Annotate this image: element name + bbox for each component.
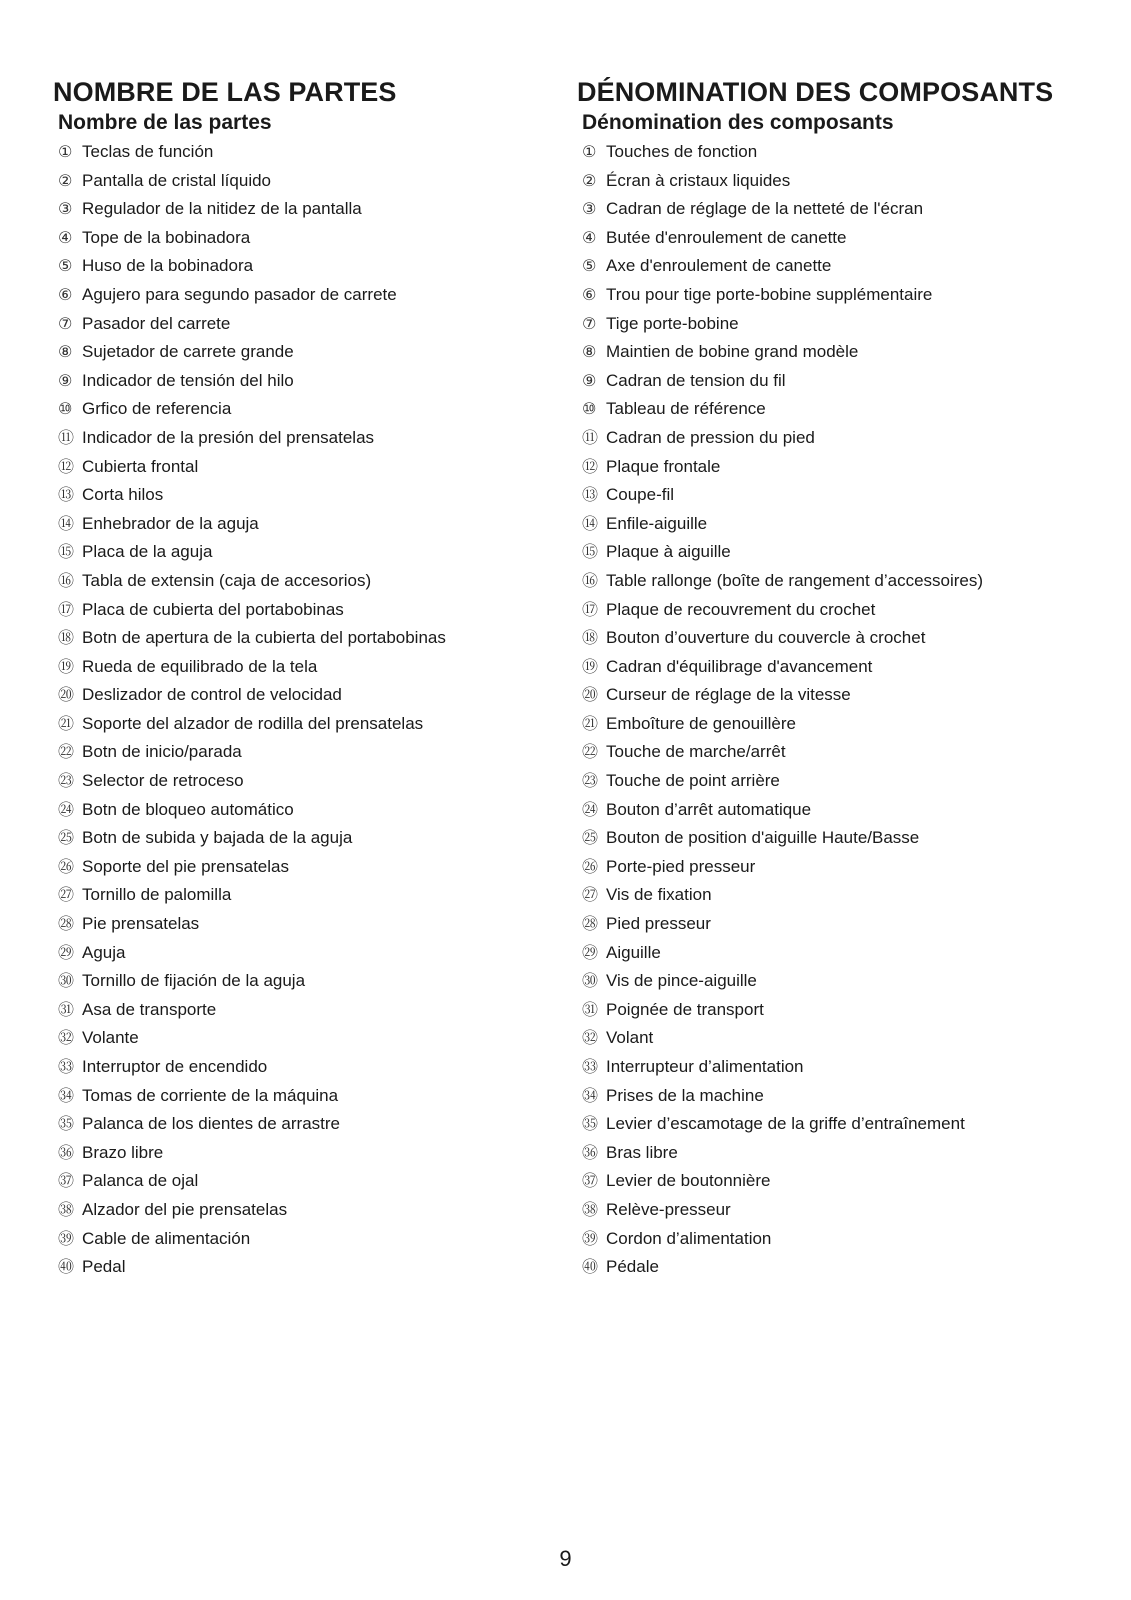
list-item (58, 1053, 573, 1082)
item-label: Cable de alimentación (82, 1228, 251, 1248)
item-label: Interrupteur d’alimentation (606, 1057, 804, 1076)
item-number: ㉒ (582, 742, 599, 762)
list-item (58, 910, 573, 939)
item-number: ⑫ (582, 456, 599, 476)
item-number: ㊱ (58, 1142, 75, 1162)
item-label: Touche de point arrière (606, 771, 780, 791)
item-label: Pédale (606, 1257, 659, 1277)
list-item (582, 710, 1097, 739)
list-item (58, 567, 573, 596)
item-label: Botn de bloqueo automático (82, 799, 294, 819)
list-item (58, 1196, 573, 1225)
item-number: ⑭ (58, 513, 75, 533)
item-number: ㊳ (58, 1199, 75, 1219)
list-item (58, 538, 573, 567)
item-number: ⑰ (582, 599, 599, 619)
item-label: Agujero para segundo pasador de carrete (82, 284, 397, 304)
item-label: Plaque de recouvrement du crochet (606, 599, 876, 619)
item-number: ⑲ (582, 656, 599, 676)
item-label: Aiguille (606, 942, 661, 962)
list-item (582, 596, 1097, 625)
item-label: Aguja (82, 942, 126, 962)
item-label: Asa de transporte (82, 999, 217, 1019)
item-label: Porte-pied presseur (606, 856, 756, 876)
item-label: Cubierta frontal (82, 456, 199, 476)
list-item (582, 624, 1097, 653)
item-number: ③ (58, 199, 73, 219)
item-label: Poignée de transport (606, 999, 764, 1019)
spanish-main-title: NOMBRE DE LAS PARTES (53, 77, 397, 107)
list-item (58, 338, 573, 367)
list-item (582, 1024, 1097, 1053)
list-item (58, 1225, 573, 1254)
list-item (582, 195, 1097, 224)
list-item (582, 510, 1097, 539)
list-item (582, 681, 1097, 710)
item-label: Cordon d’alimentation (606, 1228, 772, 1248)
item-number: ㉕ (582, 828, 599, 848)
list-item (58, 1253, 573, 1282)
item-number: ㉛ (58, 999, 75, 1019)
list-item (58, 453, 573, 482)
list-item (58, 967, 573, 996)
item-label: Botn de inicio/parada (82, 742, 242, 762)
item-number: ㉔ (582, 799, 599, 819)
item-number: ⑱ (58, 628, 75, 648)
item-number: ㊲ (58, 1171, 75, 1191)
item-label: Deslizador de control de velocidad (82, 685, 342, 705)
list-item (582, 538, 1097, 567)
item-number: ㊵ (58, 1257, 75, 1277)
item-label: Plaque frontale (606, 456, 721, 476)
list-item (582, 1225, 1097, 1254)
item-number: ④ (582, 227, 597, 247)
list-item (582, 1110, 1097, 1139)
item-label: Curseur de réglage de la vitesse (606, 685, 851, 705)
item-number: ⑥ (582, 284, 597, 304)
item-label: Sujetador de carrete grande (82, 342, 294, 362)
item-label: Volante (82, 1028, 139, 1048)
item-number: ⑦ (58, 313, 73, 333)
item-label: Palanca de ojal (82, 1171, 199, 1191)
item-number: ㉞ (582, 1085, 599, 1105)
item-number: ① (58, 142, 73, 161)
item-number: ③ (582, 199, 597, 219)
french-parts-list (577, 138, 1097, 1282)
item-label: Volant (606, 1028, 654, 1048)
item-label: Bras libre (606, 1142, 678, 1162)
item-label: Relève-presseur (606, 1199, 731, 1219)
item-number: ② (58, 170, 73, 190)
item-label: Touches de fonction (606, 142, 758, 161)
item-number: ⑬ (58, 485, 75, 505)
list-item (582, 567, 1097, 596)
item-label: Corta hilos (82, 485, 164, 505)
list-item (582, 738, 1097, 767)
list-item (58, 1082, 573, 1111)
item-label: Trou pour tige porte-bobine supplémentaire (606, 284, 933, 304)
item-number: ⑪ (58, 427, 75, 447)
item-number: ㉟ (58, 1114, 75, 1134)
item-label: Levier d’escamotage de la griffe d’entraînement (606, 1114, 965, 1134)
item-number: ㉔ (58, 799, 75, 819)
item-number: ⑳ (582, 685, 599, 705)
list-item (58, 224, 573, 253)
list-item (58, 653, 573, 682)
item-label: Levier de boutonnière (606, 1171, 771, 1191)
item-number: ㉙ (582, 942, 599, 962)
list-item (582, 224, 1097, 253)
list-item (58, 1110, 573, 1139)
list-item (58, 624, 573, 653)
item-number: ⑧ (58, 342, 73, 362)
item-number: ㊱ (582, 1142, 599, 1162)
item-number: ⑮ (58, 542, 75, 562)
item-number: ⑲ (58, 656, 75, 676)
spanish-parts-list (53, 138, 573, 1282)
french-main-title: DÉNOMINATION DES COMPOSANTS (577, 77, 1054, 107)
item-label: Interruptor de encendido (82, 1057, 268, 1076)
list-item (582, 653, 1097, 682)
item-number: ㉖ (58, 856, 75, 876)
item-label: Vis de fixation (606, 885, 712, 905)
item-number: ㉗ (582, 885, 599, 905)
item-number: ⑰ (58, 599, 75, 619)
item-number: ⑯ (58, 570, 75, 590)
item-number: ⑯ (582, 570, 599, 590)
list-item (582, 167, 1097, 196)
item-number: ② (582, 170, 597, 190)
list-item (582, 1082, 1097, 1111)
item-label: Placa de cubierta del portabobinas (82, 599, 344, 619)
item-number: ⑭ (582, 513, 599, 533)
item-number: ⑩ (58, 399, 73, 419)
item-label: Tornillo de fijación de la aguja (82, 971, 306, 991)
page-number: 9 (559, 1546, 572, 1571)
list-item (58, 281, 573, 310)
item-number: ㉒ (58, 742, 75, 762)
list-item (58, 367, 573, 396)
item-label: Cadran de réglage de la netteté de l'écran (606, 199, 924, 219)
list-item (58, 681, 573, 710)
list-item (582, 996, 1097, 1025)
item-number: ㉞ (58, 1085, 75, 1105)
item-label: Prises de la machine (606, 1085, 764, 1105)
list-item (58, 167, 573, 196)
list-item (582, 853, 1097, 882)
list-item (58, 1024, 573, 1053)
list-item (582, 824, 1097, 853)
item-number: ① (582, 142, 597, 161)
item-label: Indicador de la presión del prensatelas (82, 427, 375, 447)
list-item (582, 967, 1097, 996)
item-label: Vis de pince-aiguille (606, 971, 757, 991)
item-number: ⑳ (58, 685, 75, 705)
list-item (58, 796, 573, 825)
list-item (58, 767, 573, 796)
list-item (58, 710, 573, 739)
item-number: ㊴ (582, 1228, 599, 1248)
list-item (582, 367, 1097, 396)
item-number: ⑨ (582, 370, 597, 390)
item-label: Bouton d’arrêt automatique (606, 799, 812, 819)
list-item (582, 453, 1097, 482)
item-label: Grfico de referencia (82, 399, 232, 419)
item-label: Bouton de position d'aiguille Haute/Basse (606, 828, 920, 848)
item-label: Cadran de pression du pied (606, 427, 815, 447)
item-label: Coupe-fil (606, 485, 675, 505)
item-number: ⑤ (582, 256, 597, 276)
item-label: Axe d'enroulement de canette (606, 256, 832, 276)
list-item (58, 1167, 573, 1196)
item-label: Pied presseur (606, 914, 711, 934)
list-item (58, 481, 573, 510)
item-label: Regulador de la nitidez de la pantalla (82, 199, 362, 219)
list-item (58, 1139, 573, 1168)
list-item (58, 996, 573, 1025)
item-number: ㉓ (582, 771, 599, 791)
item-label: Cadran d'équilibrage d'avancement (606, 656, 873, 676)
item-label: Butée d'enroulement de canette (606, 227, 847, 247)
item-label: Pedal (82, 1257, 126, 1277)
item-number: ㉕ (58, 828, 75, 848)
list-item (58, 510, 573, 539)
item-number: ⑫ (58, 456, 75, 476)
item-number: ㊵ (582, 1257, 599, 1277)
list-item (582, 1196, 1097, 1225)
list-item (582, 395, 1097, 424)
list-item (582, 1139, 1097, 1168)
item-label: Maintien de bobine grand modèle (606, 342, 859, 362)
list-item (58, 939, 573, 968)
list-item (58, 824, 573, 853)
list-item (582, 1053, 1097, 1082)
item-label: Botn de subida y bajada de la aguja (82, 828, 353, 848)
item-number: ⑮ (582, 542, 599, 562)
item-number: ⑨ (58, 370, 73, 390)
spanish-parts-section (53, 74, 573, 1282)
list-item (582, 138, 1097, 167)
french-parts-section (577, 74, 1097, 1282)
list-item (58, 596, 573, 625)
list-item (58, 310, 573, 339)
item-label: Bouton d’ouverture du couvercle à crochet (606, 628, 926, 648)
item-number: ⑪ (582, 427, 599, 447)
item-label: Brazo libre (82, 1142, 164, 1162)
list-item (58, 252, 573, 281)
item-label: Soporte del pie prensatelas (82, 856, 289, 876)
item-label: Placa de la aguja (82, 542, 213, 562)
item-label: Alzador del pie prensatelas (82, 1199, 288, 1219)
list-item (582, 796, 1097, 825)
item-label: Table rallonge (boîte de rangement d’accessoires) (606, 570, 984, 590)
list-item (58, 395, 573, 424)
item-label: Tabla de extensin (caja de accesorios) (82, 570, 372, 590)
item-number: ㊲ (582, 1171, 599, 1191)
item-label: Huso de la bobinadora (82, 256, 254, 276)
item-number: ㊳ (582, 1199, 599, 1219)
list-item (582, 767, 1097, 796)
item-label: Cadran de tension du fil (606, 370, 786, 390)
item-number: ⑧ (582, 342, 597, 362)
item-label: Pantalla de cristal líquido (82, 170, 272, 190)
item-label: Plaque à aiguille (606, 542, 731, 562)
item-number: ㉝ (58, 1057, 75, 1076)
list-item (582, 338, 1097, 367)
list-item (582, 1167, 1097, 1196)
item-number: ㉘ (58, 914, 75, 934)
french-subtitle: Dénomination des composants (582, 111, 894, 134)
item-label: Emboîture de genouillère (606, 713, 796, 733)
list-item (58, 138, 573, 167)
item-label: Tomas de corriente de la máquina (82, 1085, 339, 1105)
list-item (582, 252, 1097, 281)
item-number: ㉜ (58, 1028, 75, 1048)
list-item (58, 424, 573, 453)
item-label: Écran à cristaux liquides (606, 170, 791, 190)
item-number: ④ (58, 227, 73, 247)
item-number: ㉝ (582, 1057, 599, 1076)
item-label: Enhebrador de la aguja (82, 513, 259, 533)
item-number: ㉚ (58, 971, 75, 991)
item-label: Selector de retroceso (82, 771, 244, 791)
item-label: Palanca de los dientes de arrastre (82, 1114, 340, 1134)
item-number: ㉑ (58, 713, 75, 733)
list-item (582, 939, 1097, 968)
item-label: Touche de marche/arrêt (606, 742, 786, 762)
list-item (58, 881, 573, 910)
item-number: ㉑ (582, 713, 599, 733)
item-label: Tige porte-bobine (606, 313, 739, 333)
item-label: Pasador del carrete (82, 313, 231, 333)
list-item (582, 881, 1097, 910)
item-label: Teclas de función (82, 142, 214, 161)
item-number: ㉗ (58, 885, 75, 905)
item-number: ㉘ (582, 914, 599, 934)
item-number: ⑥ (58, 284, 73, 304)
list-item (582, 310, 1097, 339)
item-label: Pie prensatelas (82, 914, 200, 934)
spanish-subtitle: Nombre de las partes (58, 111, 272, 134)
item-number: ⑬ (582, 485, 599, 505)
item-number: ㉛ (582, 999, 599, 1019)
list-item (582, 910, 1097, 939)
item-number: ㉜ (582, 1028, 599, 1048)
item-number: ㉚ (582, 971, 599, 991)
item-label: Tope de la bobinadora (82, 227, 251, 247)
item-number: ㉟ (582, 1114, 599, 1134)
item-number: ㉖ (582, 856, 599, 876)
list-item (58, 195, 573, 224)
item-number: ㉓ (58, 771, 75, 791)
item-number: ㊴ (58, 1228, 75, 1248)
item-label: Botn de apertura de la cubierta del portabobinas (82, 628, 446, 648)
item-label: Indicador de tensión del hilo (82, 370, 294, 390)
item-number: ㉙ (58, 942, 75, 962)
item-label: Tornillo de palomilla (82, 885, 232, 905)
item-label: Rueda de equilibrado de la tela (82, 656, 318, 676)
list-item (582, 481, 1097, 510)
list-item (582, 1253, 1097, 1282)
list-item (582, 281, 1097, 310)
item-number: ⑱ (582, 628, 599, 648)
list-item (582, 424, 1097, 453)
list-item (58, 738, 573, 767)
item-label: Soporte del alzador de rodilla del prensatelas (82, 713, 424, 733)
list-item (58, 853, 573, 882)
item-label: Tableau de référence (606, 399, 766, 419)
item-number: ⑩ (582, 399, 597, 419)
item-label: Enfile-aiguille (606, 513, 708, 533)
item-number: ⑦ (582, 313, 597, 333)
item-number: ⑤ (58, 256, 73, 276)
